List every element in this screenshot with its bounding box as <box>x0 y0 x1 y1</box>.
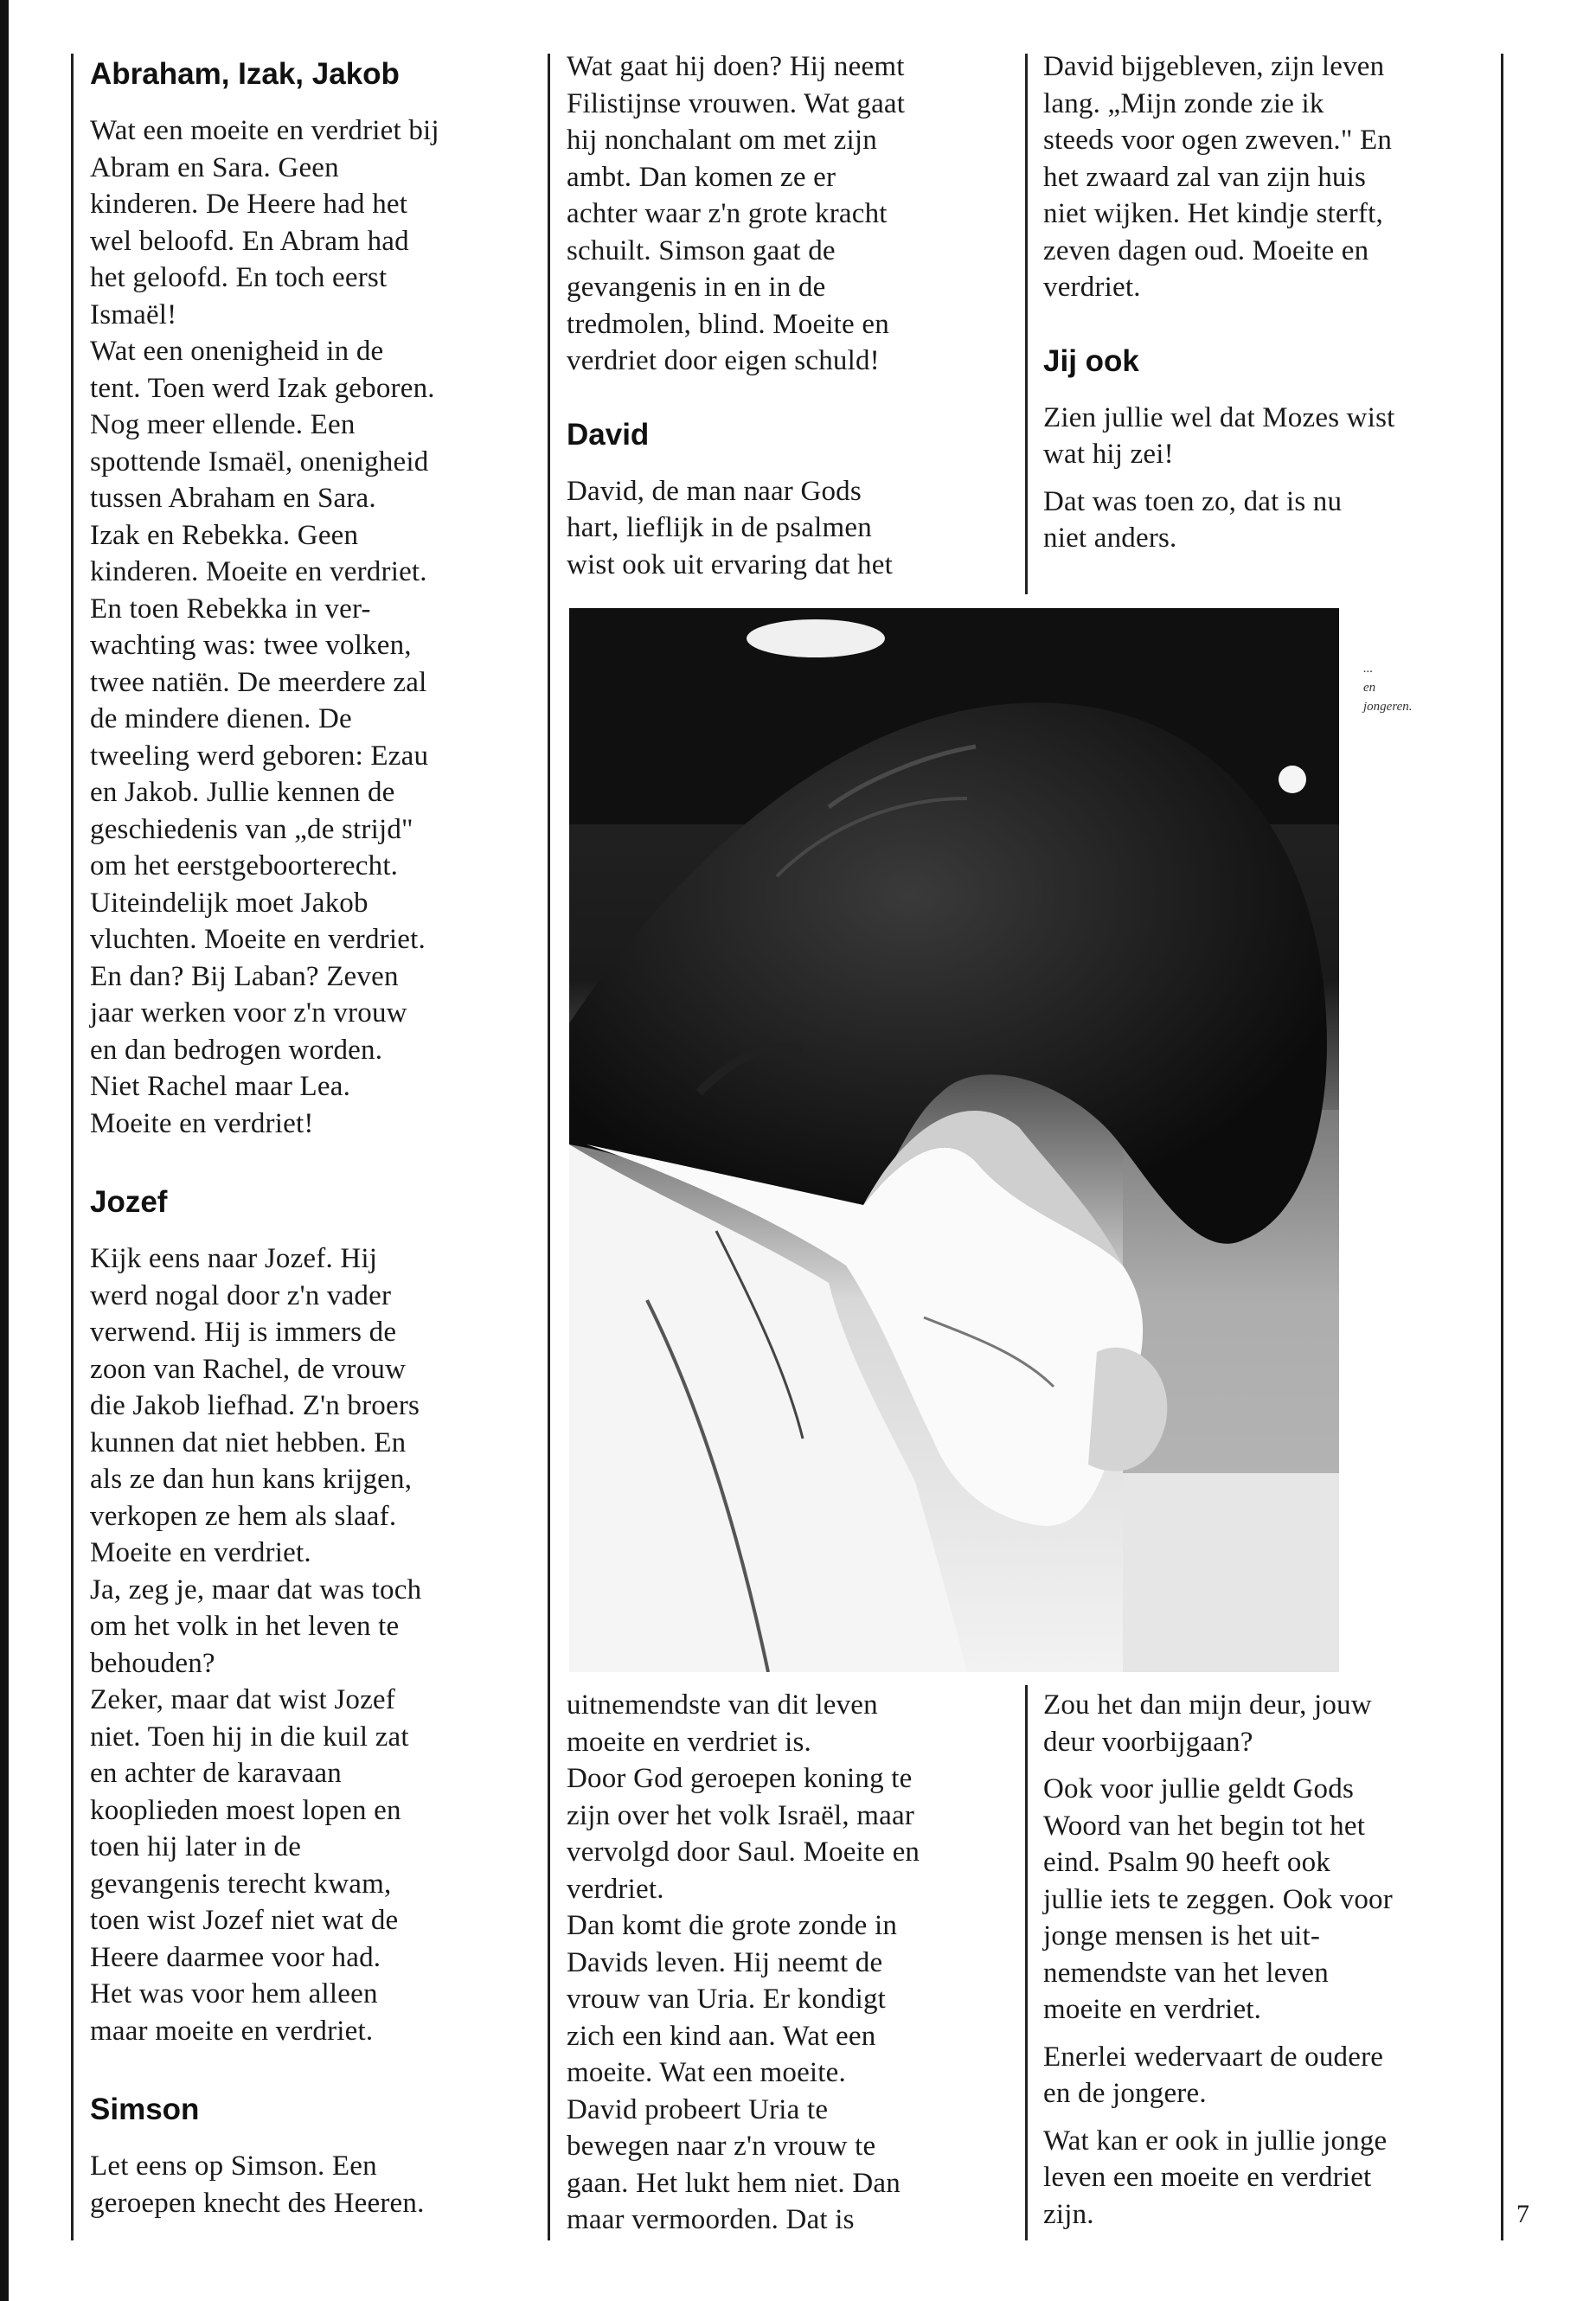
paragraph <box>1043 1771 1493 2029</box>
text-line: wachting was: twee volken, <box>90 630 412 661</box>
text-line: verkopen ze hem als slaaf. <box>90 1500 397 1532</box>
text-line: verdriet. <box>567 1873 664 1905</box>
paragraph <box>1043 48 1493 306</box>
text-line: Niet Rachel maar Lea. <box>90 1071 351 1102</box>
text-line: tweeling werd geboren: Ezau <box>90 740 429 772</box>
text-line: wel beloofd. En Abram had <box>90 225 409 257</box>
text-line: Izak en Rebekka. Geen <box>90 519 359 551</box>
text-line: schuilt. Simson gaat de <box>567 234 836 266</box>
text-line: gevangenis in en in de <box>567 272 826 303</box>
text-line: Abram en Sara. Geen <box>90 151 339 183</box>
text-line: behouden? <box>90 1647 215 1679</box>
text-line: moeite en verdriet is. <box>567 1726 811 1758</box>
text-line: niet anders. <box>1043 522 1177 554</box>
text-line: kinderen. Moeite en verdriet. <box>90 556 427 587</box>
text-line: Woord van het begin tot het <box>1043 1810 1366 1842</box>
text-line: Davids leven. Hij neemt de <box>567 1946 883 1978</box>
text-line: die Jakob liefhad. Z'n broers <box>90 1390 420 1421</box>
text-line: Nog meer ellende. Een <box>90 409 356 440</box>
text-line: maar vermoorden. Dat is <box>567 2204 855 2235</box>
text-line: Let eens op Simson. Een <box>90 2150 377 2182</box>
text-line: tussen Abraham en Sara. <box>90 483 376 514</box>
text-line: Wat gaat hij doen? Hij neemt <box>567 51 905 82</box>
text-line: wat hij zei! <box>1043 439 1174 470</box>
text-line: niet wijken. Het kindje sterft, <box>1043 198 1383 229</box>
text-line: Zou het dan mijn deur, jouw <box>1043 1689 1372 1721</box>
text-line: kunnen dat niet hebben. En <box>90 1426 407 1458</box>
column-rule <box>1025 54 1028 594</box>
column-rule <box>1025 1685 1028 2240</box>
text-line: kooplieden moest lopen en <box>90 1794 401 1826</box>
text-line: steeds voor ogen zweven." En <box>1043 125 1393 156</box>
text-line: vrouw van Uria. Er kondigt <box>567 1984 887 2015</box>
column-rule <box>548 54 550 2240</box>
column-2-top <box>567 48 1016 583</box>
text-line: om het volk in het leven te <box>90 1611 400 1642</box>
text-line: zich een kind aan. Wat een <box>567 2020 876 2052</box>
text-line: geschiedenis van „de strijd" <box>90 813 413 845</box>
column-2-bottom <box>567 1687 1016 2239</box>
text-line: gevangenis terecht kwam, <box>90 1868 392 1900</box>
text-line: zoon van Rachel, de vrouw <box>90 1353 407 1385</box>
text-line: En dan? Bij Laban? Zeven <box>90 960 399 992</box>
text-line: Uiteindelijk moet Jakob <box>90 887 369 919</box>
heading-jozef: Jozef <box>90 1185 168 1219</box>
paragraph <box>567 1907 1016 2239</box>
photo-caption: ... en jongeren. <box>1363 662 1413 714</box>
text-line: gaan. Het lukt hem niet. Dan <box>567 2167 901 2199</box>
text-line: verdriet. <box>1043 272 1141 303</box>
column-3-bottom <box>1043 1687 1493 2233</box>
text-line: leven een moeite en verdriet <box>1043 2162 1372 2193</box>
text-line: verwend. Hij is immers de <box>90 1317 397 1348</box>
text-line: vluchten. Moeite en verdriet. <box>90 924 426 955</box>
text-line: toen wist Jozef niet wat de <box>90 1905 399 1936</box>
text-line: eind. Psalm 90 heeft ook <box>1043 1847 1330 1878</box>
text-line: Door God geroepen koning te <box>567 1763 913 1794</box>
text-line: toen hij later in de <box>90 1831 302 1862</box>
text-line: zeven dagen oud. Moeite en <box>1043 234 1369 266</box>
text-line: Moeite en verdriet! <box>90 1107 314 1139</box>
text-line: achter waar z'n grote kracht <box>567 198 888 229</box>
text-line: en dan bedrogen worden. <box>90 1034 383 1066</box>
text-line: kinderen. De Heere had het <box>90 189 408 220</box>
text-line: vervolgd door Saul. Moeite en <box>567 1836 920 1868</box>
text-line: twee natiën. De meerdere zal <box>90 666 427 698</box>
text-line: om het eerstgeboorterecht. <box>90 850 399 881</box>
photo-young-woman <box>569 608 1339 1672</box>
text-line: hart, lieflijk in de psalmen <box>567 512 872 543</box>
text-line: moeite en verdriet. <box>1043 1994 1262 2025</box>
text-line: Filistijnse vrouwen. Wat gaat <box>567 87 906 119</box>
paragraph <box>1043 2123 1493 2234</box>
text-line: Wat kan er ook in jullie jonge <box>1043 2125 1388 2157</box>
text-line: zijn over het volk Israël, maar <box>567 1799 915 1831</box>
column-rule <box>71 54 74 2240</box>
text-line: en achter de karavaan <box>90 1758 342 1789</box>
text-line: als ze dan hun kans krijgen, <box>90 1464 413 1495</box>
column-3-top <box>1043 48 1493 557</box>
text-line: Dan komt die grote zonde in <box>567 1910 898 1941</box>
text-line: zijn. <box>1043 2198 1094 2230</box>
heading-simson: Simson <box>90 2093 200 2126</box>
text-line: werd nogal door z'n vader <box>90 1279 392 1311</box>
text-line: Ismaël! <box>90 298 177 330</box>
text-line: jonge mensen is het uit- <box>1043 1920 1321 1952</box>
column-rule <box>1501 54 1503 2240</box>
text-line: Wat een moeite en verdriet bij <box>90 115 439 146</box>
text-line: Enerlei wedervaart de oudere <box>1043 2041 1384 2073</box>
paragraph <box>90 1240 531 2049</box>
text-line: en de jongere. <box>1043 2078 1207 2109</box>
text-line: niet. Toen hij in die kuil zat <box>90 1721 409 1753</box>
text-line: Het was voor hem alleen <box>90 1978 378 2009</box>
text-line: Wat een onenigheid in de <box>90 336 384 367</box>
text-line: lang. „Mijn zonde zie ik <box>1043 87 1324 119</box>
text-line: ambt. Dan komen ze er <box>567 161 836 193</box>
text-line: de mindere dienen. De <box>90 703 352 734</box>
text-line: Heere daarmee voor had. <box>90 1941 381 1973</box>
paragraph <box>1043 484 1493 557</box>
text-line: wist ook uit ervaring dat het <box>567 548 893 580</box>
text-line: Ja, zeg je, maar dat was toch <box>90 1574 422 1606</box>
text-line: tent. Toen werd Izak geboren. <box>90 372 435 404</box>
column-1 <box>90 55 531 2221</box>
text-line: deur voorbijgaan? <box>1043 1726 1253 1758</box>
heading-abraham: Abraham, Izak, Jakob <box>90 57 400 91</box>
paragraph <box>90 112 531 1142</box>
page-edge <box>0 0 9 2301</box>
text-line: Zien jullie wel dat Mozes wist <box>1043 401 1395 433</box>
page-number: 7 <box>1516 2200 1529 2228</box>
text-line: Kijk eens naar Jozef. Hij <box>90 1243 378 1274</box>
text-line: nemendste van het leven <box>1043 1957 1329 1989</box>
paragraph <box>567 473 1016 584</box>
paragraph <box>1043 2039 1493 2112</box>
text-line: maar moeite en verdriet. <box>90 2015 374 2047</box>
heading-david: David <box>567 417 650 452</box>
text-line: David probeert Uria te <box>567 2093 829 2125</box>
paragraph <box>567 1687 1016 1907</box>
text-line: bewegen naar z'n vrouw te <box>567 2131 876 2162</box>
text-line: geroepen knecht des Heeren. <box>90 2187 425 2219</box>
paragraph <box>90 2148 531 2221</box>
paragraph <box>567 48 1016 380</box>
text-line: En toen Rebekka in ver- <box>90 593 371 625</box>
text-line: moeite. Wat een moeite. <box>567 2057 846 2088</box>
text-line: Zeker, maar dat wist Jozef <box>90 1684 395 1715</box>
text-line: hij nonchalant om met zijn <box>567 125 877 156</box>
heading-jij-ook: Jij ook <box>1043 343 1139 378</box>
text-line: uitnemendste van dit leven <box>567 1689 878 1721</box>
text-line: Dat was toen zo, dat is nu <box>1043 485 1343 517</box>
text-line: het geloofd. En toch eerst <box>90 262 388 293</box>
text-line: David, de man naar Gods <box>567 475 862 507</box>
paragraph <box>1043 400 1493 473</box>
text-line: spottende Ismaël, onenigheid <box>90 445 429 478</box>
text-line: het zwaard zal van zijn huis <box>1043 161 1367 193</box>
text-line: David bijgebleven, zijn leven <box>1043 51 1385 82</box>
text-line: jullie iets te zeggen. Ook voor <box>1043 1883 1393 1915</box>
text-line: Ook voor jullie geldt Gods <box>1043 1773 1354 1804</box>
text-line: verdriet door eigen schuld! <box>567 345 880 376</box>
paragraph <box>1043 1687 1493 1760</box>
text-line: Moeite en verdriet. <box>90 1537 311 1568</box>
text-line: jaar werken voor z'n vrouw <box>90 997 407 1029</box>
text-line: en Jakob. Jullie kennen de <box>90 777 395 808</box>
text-line: tredmolen, blind. Moeite en <box>567 308 889 340</box>
